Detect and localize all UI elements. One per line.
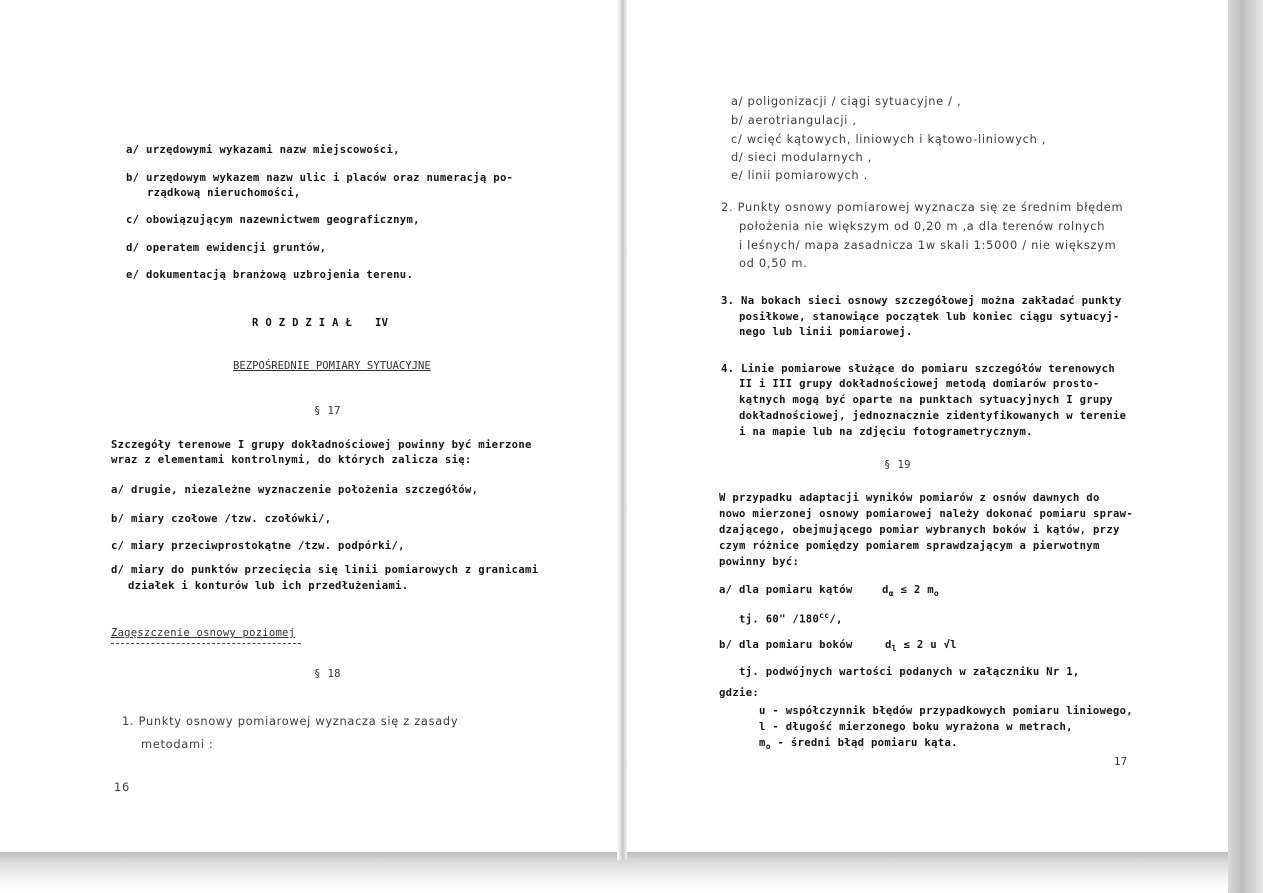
legend-m: $m_o$ - średni błąd pomiaru kąta. (759, 737, 958, 752)
point-4-line-5: i na mapie lub na zdjęciu fotogrametrycznym. (739, 426, 1033, 438)
point-4-line-1: 4. Linie pomiarowe służące do pomiaru szczegółów terenowych (721, 363, 1115, 375)
para-line-5: powinny być: (719, 556, 800, 568)
condition-a-tj: tj. 60" $/180^{cc}/$, (739, 611, 843, 626)
right-page (628, 0, 1228, 860)
list-a: a/ drugie, niezależne wyznaczenie położenia szczegółów, (111, 484, 479, 496)
item-c: c/ obowiązującym nazewnictwem geograficznym, (126, 214, 420, 226)
scan-shadow-right (1228, 0, 1263, 893)
intro-line-1: Szczegóły terenowe I grupy dokładnościowej powinny być mierzone (111, 439, 532, 451)
para-line-1: W przypadku adaptacji wyników pomiarów z osnów dawnych do (719, 492, 1100, 504)
condition-a-formula: $d_\alpha \le 2$ $m_o$ (882, 584, 940, 599)
item-b: b/ urzędowym wykazem nazw ulic i placów oraz numeracją po- (126, 172, 514, 184)
chapter-title: BEZPOŚREDNIE POMIARY SYTUACYJNE (233, 360, 431, 372)
item-a: a/ urzędowymi wykazami nazw miejscowości, (126, 144, 400, 156)
section-17: § 17 (314, 405, 341, 417)
point-3-line-2: posiłkowe, stanowiące początek lub koniec ciągu sytuacyj- (739, 311, 1120, 323)
list-d-cont: działek i konturów lub ich przedłużeniami. (128, 580, 409, 592)
point-3-line-1: 3. Na bokach sieci osnowy szczegółowej można zakładać punkty (721, 295, 1122, 307)
legend-u: u - współczynnik błędów przypadkowych pomiaru liniowego, (759, 705, 1133, 717)
book-fold (617, 0, 627, 860)
point-2-line-4: od 0,50 m. (739, 256, 808, 270)
para-line-3: dzającego, obejmującego pomiar wybranych boków i kątów, przy (719, 524, 1120, 536)
para-line-2: nowo mierzonej osnowy pomiarowej należy dokonać pomiaru spraw- (719, 508, 1134, 520)
point-1-line-1: 1. Punkty osnowy pomiarowej wyznacza się z zasady (122, 714, 459, 728)
method-a: a/ poligonizacji / ciągi sytuacyjne / , (731, 94, 962, 108)
page-number-left: 16 (114, 780, 130, 794)
point-2-line-1: 2. Punkty osnowy pomiarowej wyznacza się ze średnim błędem (721, 200, 1124, 214)
condition-a-label: a/ dla pomiaru kątów (719, 584, 853, 596)
chapter-label: R O Z D Z I A Ł (252, 317, 353, 329)
list-d: d/ miary do punktów przecięcia się linii pomiarowych z granicami (111, 564, 539, 576)
point-2-line-2: położenia nie większym od 0,20 m ,a dla terenów rolnych (739, 219, 1106, 233)
point-4-line-3: kątnych mogą być oparte na punktach sytuacyjnych I grupy (739, 394, 1113, 406)
condition-b-tj: tj. podwójnych wartości podanych w załączniku Nr 1, (739, 666, 1080, 678)
item-d: d/ operatem ewidencji gruntów, (126, 242, 327, 254)
method-c: c/ wcięć kątowych, liniowych i kątowo-liniowych , (731, 132, 1047, 146)
point-1-line-2: metodami : (141, 737, 214, 751)
point-4-line-4: dokładnościowej, jednoznacznie zidentyfikowanych w terenie (739, 410, 1127, 422)
subheading: Zagęszczenie osnowy poziomej (111, 627, 296, 639)
where-label: gdzie: (719, 687, 760, 699)
section-18: § 18 (314, 668, 341, 680)
list-b: b/ miary czołowe /tzw. czołówki/, (111, 513, 332, 525)
legend-l: l - długość mierzonego boku wyrażona w metrach, (759, 721, 1073, 733)
method-b: b/ aerotriangulacji , (731, 113, 857, 127)
section-19: § 19 (884, 459, 911, 471)
para-line-4: czym różnice pomiędzy pomiarem sprawdzającym a pierwotnym (719, 540, 1100, 552)
point-4-line-2: II i III grupy dokładnościowej metodą domiarów prosto- (739, 378, 1100, 390)
page-number-right: 17 (1114, 756, 1128, 768)
intro-line-2: wraz z elementami kontrolnymi, do których zalicza się: (111, 454, 472, 466)
left-page (0, 0, 615, 860)
item-b-cont: rządkową nieruchomości, (147, 187, 301, 199)
method-e: e/ linii pomiarowych . (731, 168, 868, 182)
point-3-line-3: nego lub linii pomiarowej. (739, 326, 913, 338)
condition-b-formula: $d_l \le 2$ u √l (885, 639, 957, 654)
subheading-rule (111, 643, 301, 644)
method-d: d/ sieci modularnych , (731, 150, 873, 164)
item-e: e/ dokumentacją branżową uzbrojenia terenu. (126, 269, 414, 281)
point-2-line-3: i leśnych/ mapa zasadnicza 1w skali 1:5000 / nie większym (739, 238, 1117, 252)
condition-b-label: b/ dla pomiaru boków (719, 639, 853, 651)
chapter-number: IV (375, 317, 389, 329)
list-c: c/ miary przeciwprostokątne /tzw. podpórki/, (111, 540, 405, 552)
